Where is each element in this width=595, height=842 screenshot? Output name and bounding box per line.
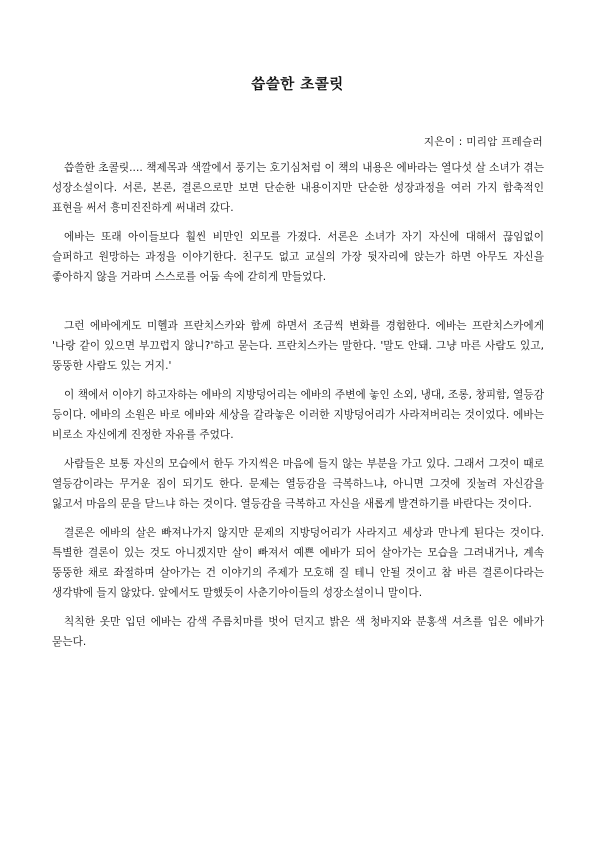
author-line: 지은이 : 미리암 프레슬러 [423, 136, 543, 148]
paragraph-intro: 씁쓸한 초콜릿.... 책제목과 색깔에서 풍기는 호기심처럼 이 책의 내용은 에바라는 열다섯 살 소녀가 겪는 성장소설이다. 서론, 본론, 결론으로만 보면 단순한 내용이지만 단순한 성장과정을 여러 가지 함축적인 표현을 써서 흥미진진하게 써내려 갔다. [52, 162, 544, 214]
paragraph-body-inferiority: 사람들은 보통 자신의 모습에서 한두 가지씩은 마음에 들지 않는 부분을 가고 있다. 그래서 그것이 때로 열등감이라는 무거운 짐이 되기도 한다. 문제는 열등감을 극복하느냐, 아니면 그것에 짓눌려 자신감을 잃고서 마음의 문을 닫느냐 하는 것이다. 열등감을 극복하고 자신을 새롭게 발견하기를 바란다는 것이다. [52, 458, 544, 510]
document-body [52, 158, 544, 652]
paragraph-closing: 칙칙한 옷만 입던 에바는 감색 주름치마를 벗어 던지고 밝은 색 청바지와 분홍색 셔츠를 입은 에바가 묻는다. [52, 616, 544, 648]
paragraph-body-fat-meaning: 이 책에서 이야기 하고자하는 에바의 지방덩어리는 에바의 주변에 놓인 소외, 냉대, 조롱, 창피함, 열등감 등이다. 에바의 소원은 바로 에바와 세상을 갈라놓은 이러한 지방덩어리가 사라져버리는 것이었다. 에바는 비로소 자신에게 진정한 자유를 주었다. [52, 389, 544, 441]
paragraph-body-change: 그런 에바에게도 미헬과 프란치스카와 함께 하면서 조금씩 변화를 경험한다. 에바는 프란치스카에게 '나랑 같이 있으면 부끄럽지 않니?'하고 묻는다. 프란치스카는 말한다. '말도 안돼. 그냥 마른 사람도 있고, 뚱뚱한 사람도 있는 거지.' [52, 320, 544, 372]
paragraph-conclusion: 결론은 에바의 살은 빠져나가지 않지만 문제의 지방덩어리가 사라지고 세상과 만나게 된다는 것이다. 특별한 결론이 있는 것도 아니겠지만 살이 빠져서 예쁜 에바가 되어 살아가는 모습을 그려내거나, 계속 뚱뚱한 채로 좌절하며 살아가는 건 이야기의 주제가 모호해 질 테니 안될 것이고 참 바른 결론이다라는 생각밖에 들지 않았다. 앞에서도 말했듯이 사춘기아이들의 성장소설이니 말이다. [52, 527, 544, 599]
document-title: 씁쓸한 초콜릿 [251, 77, 344, 93]
paragraph-introduction-summary: 에바는 또래 아이들보다 훨씬 비만인 외모를 가졌다. 서론은 소녀가 자기 자신에 대해서 끊임없이 슬퍼하고 원망하는 과정을 이야기한다. 친구도 없고 교실의 가장 뒷자리에 앉는가 하면 아무도 자신을 좋아하지 않을 거라며 스스로를 어둠 속에 갇히게 만들었다. [52, 231, 544, 283]
